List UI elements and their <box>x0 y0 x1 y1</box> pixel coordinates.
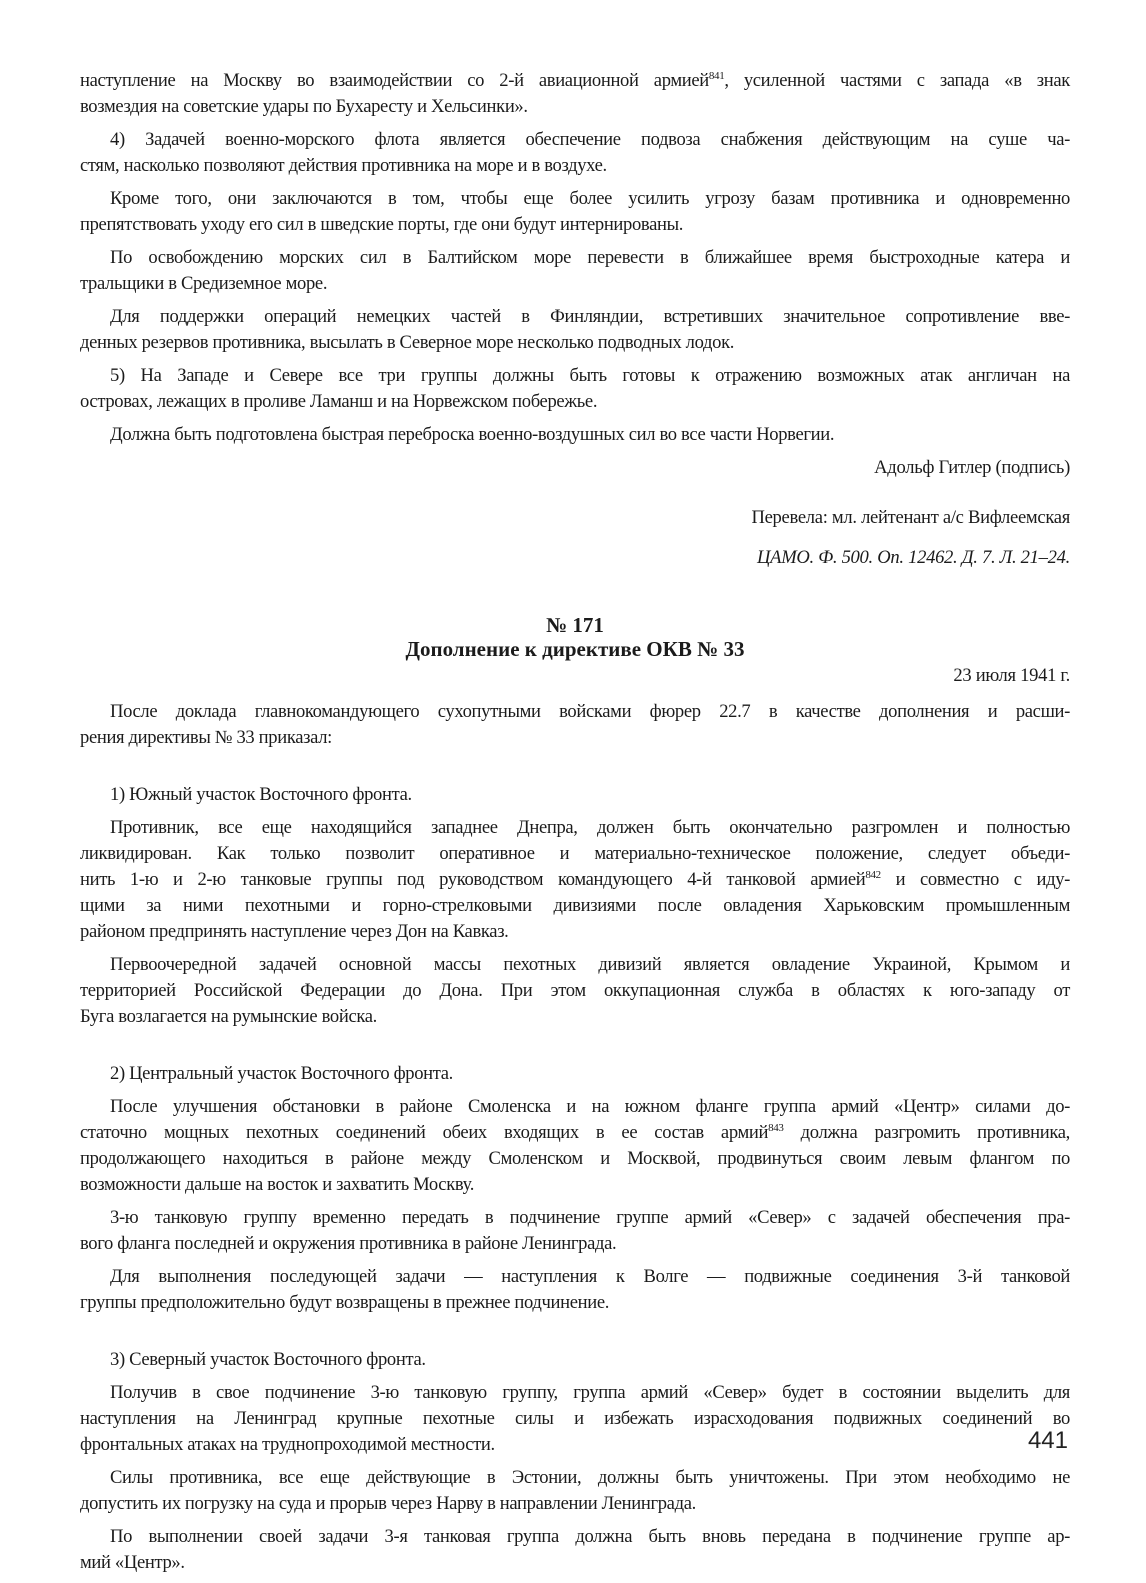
document-page <box>80 68 1070 1583</box>
text-line: стям, насколько позволяют действия противника на море и в воздухе. <box>80 155 607 176</box>
text-line: Для выполнения последующей задачи — наступления к Волге — подвижные соединения 3-й танковой <box>110 1266 1070 1287</box>
paragraph <box>80 363 1070 415</box>
text-line: После улучшения обстановки в районе Смоленска и на южном фланге группа армий «Центр» силами до- <box>110 1096 1070 1117</box>
text-line: возмездия на советские удары по Бухаресту и Хельсинки». <box>80 96 528 117</box>
text-line: 2) Центральный участок Восточного фронта. <box>110 1063 453 1084</box>
text-line: статочно мощных пехотных соединений обеих входящих в ее состав армий$^{843}$ должна разгромить противника, <box>80 1121 1070 1143</box>
paragraph <box>80 1205 1070 1257</box>
paragraph <box>80 304 1070 356</box>
text-line: вого фланга последней и окружения противника в районе Ленинграда. <box>80 1233 617 1254</box>
paragraph <box>80 1094 1070 1198</box>
text-line: территорией Российской Федерации до Дона. При этом оккупационная служба в областях к юго-западу от <box>80 980 1070 1001</box>
text-line: нить 1-ю и 2-ю танковые группы под руководством командующего 4-й танковой армией$^{842}$ и совместно с иду- <box>80 868 1071 890</box>
text-line: щими за ними пехотными и горно-стрелковыми дивизиями после овладения Харьковским промышленным <box>80 895 1070 916</box>
document-date: 23 июля 1941 г. <box>953 665 1070 686</box>
paragraph <box>80 1380 1070 1458</box>
footnote-ref: 842 <box>865 868 881 881</box>
text-line: возможности дальше на восток и захватить Москву. <box>80 1174 475 1195</box>
text-line: фронтальных атаках на труднопроходимой местности. <box>80 1434 495 1455</box>
paragraph-gap <box>80 1037 1070 1061</box>
paragraph <box>80 1524 1070 1576</box>
text-line: Для поддержки операций немецких частей в Финляндии, встретивших значительное сопротивление вве- <box>110 306 1070 327</box>
text-line: 1) Южный участок Восточного фронта. <box>110 784 412 805</box>
text-line: ликвидирован. Как только позволит оперативное и материально-техническое положение, следует объеди- <box>80 843 1070 864</box>
text-line: 3) Северный участок Восточного фронта. <box>110 1349 426 1370</box>
text-line: продолжающего находиться в районе между Смоленском и Москвой, продвинуться своим левым флангом по <box>80 1148 1070 1169</box>
paragraph <box>80 1264 1070 1316</box>
text-line: После доклада главнокомандующего сухопутными войсками фюрер 22.7 в качестве дополнения и расши- <box>110 701 1070 722</box>
signature: Адольф Гитлер (подпись) <box>874 457 1070 478</box>
paragraph <box>80 782 1070 808</box>
page-number: 441 <box>1027 1427 1068 1454</box>
text-line: тральщики в Средиземное море. <box>80 273 328 294</box>
paragraph <box>80 815 1070 945</box>
document-body-main <box>80 699 1070 1576</box>
document-body-top <box>80 68 1070 448</box>
text-line: Силы противника, все еще действующие в Эстонии, должны быть уничтожены. При этом необходимо не <box>110 1467 1070 1488</box>
text-line: Первоочередной задачей основной массы пехотных дивизий является овладение Украиной, Крымом и <box>110 954 1070 975</box>
paragraph-gap <box>80 758 1070 782</box>
paragraph <box>80 1061 1070 1087</box>
paragraph-gap <box>80 1323 1070 1347</box>
text-line: островах, лежащих в проливе Ламанш и на Норвежском побережье. <box>80 391 598 412</box>
text-line: 4) Задачей военно-морского флота является обеспечение подвоза снабжения действующим на суше ча- <box>110 129 1070 150</box>
translator-note: Перевела: мл. лейтенант а/с Вифлеемская <box>751 507 1070 528</box>
text-line: наступления на Ленинград крупные пехотные силы и избежать израсходования подвижных соединений во <box>80 1408 1070 1429</box>
text-line: 5) На Западе и Севере все три группы должны быть готовы к отражению возможных атак англичан на <box>110 365 1070 386</box>
text-line: районом предпринять наступление через Дон на Кавказ. <box>80 921 509 942</box>
text-line: По освобождению морских сил в Балтийском море перевести в ближайшее время быстроходные катера и <box>110 247 1070 268</box>
text-line: Должна быть подготовлена быстрая переброска военно-воздушных сил во все части Норвегии. <box>110 424 835 445</box>
archive-reference: ЦАМО. Ф. 500. Оп. 12462. Д. 7. Л. 21–24. <box>757 547 1070 568</box>
text-line: наступление на Москву во взаимодействии со 2-й авиационной армией$^{841}$, усиленной частями с запада «в знак <box>80 69 1070 91</box>
paragraph <box>80 952 1070 1030</box>
text-line: Получив в свое подчинение 3-ю танковую группу, группа армий «Север» будет в состоянии выделить для <box>110 1382 1070 1403</box>
paragraph <box>80 127 1070 179</box>
paragraph <box>80 68 1070 120</box>
footnote-ref: 841 <box>708 69 725 82</box>
text-line: рения директивы № 33 приказал: <box>80 727 332 748</box>
paragraph <box>80 422 1070 448</box>
paragraph <box>80 699 1070 751</box>
document-number: № 171 <box>546 613 604 637</box>
text-line: мий «Центр». <box>80 1552 185 1573</box>
document-title: Дополнение к директиве ОКВ № 33 <box>405 637 745 661</box>
paragraph <box>80 1347 1070 1373</box>
footnote-ref: 843 <box>768 1121 784 1134</box>
paragraph <box>80 245 1070 297</box>
text-line: Буга возлагается на румынские войска. <box>80 1006 377 1027</box>
text-line: Противник, все еще находящийся западнее Днепра, должен быть окончательно разгромлен и полностью <box>110 817 1070 838</box>
paragraph <box>80 186 1070 238</box>
text-line: По выполнении своей задачи 3-я танковая группа должна быть вновь передана в подчинение группе ар- <box>110 1526 1070 1547</box>
text-line: группы предположительно будут возвращены в прежнее подчинение. <box>80 1292 610 1313</box>
text-line: 3-ю танковую группу временно передать в подчинение группе армий «Север» с задачей обеспечения пра- <box>110 1207 1070 1228</box>
paragraph <box>80 1465 1070 1517</box>
text-line: допустить их погрузку на суда и прорыв через Нарву в направлении Ленинграда. <box>80 1493 696 1514</box>
text-line: препятствовать уходу его сил в шведские порты, где они будут интернированы. <box>80 214 684 235</box>
text-line: денных резервов противника, высылать в Северное море несколько подводных лодок. <box>80 332 735 353</box>
text-line: Кроме того, они заключаются в том, чтобы еще более усилить угрозу базам противника и одновременно <box>110 188 1070 209</box>
